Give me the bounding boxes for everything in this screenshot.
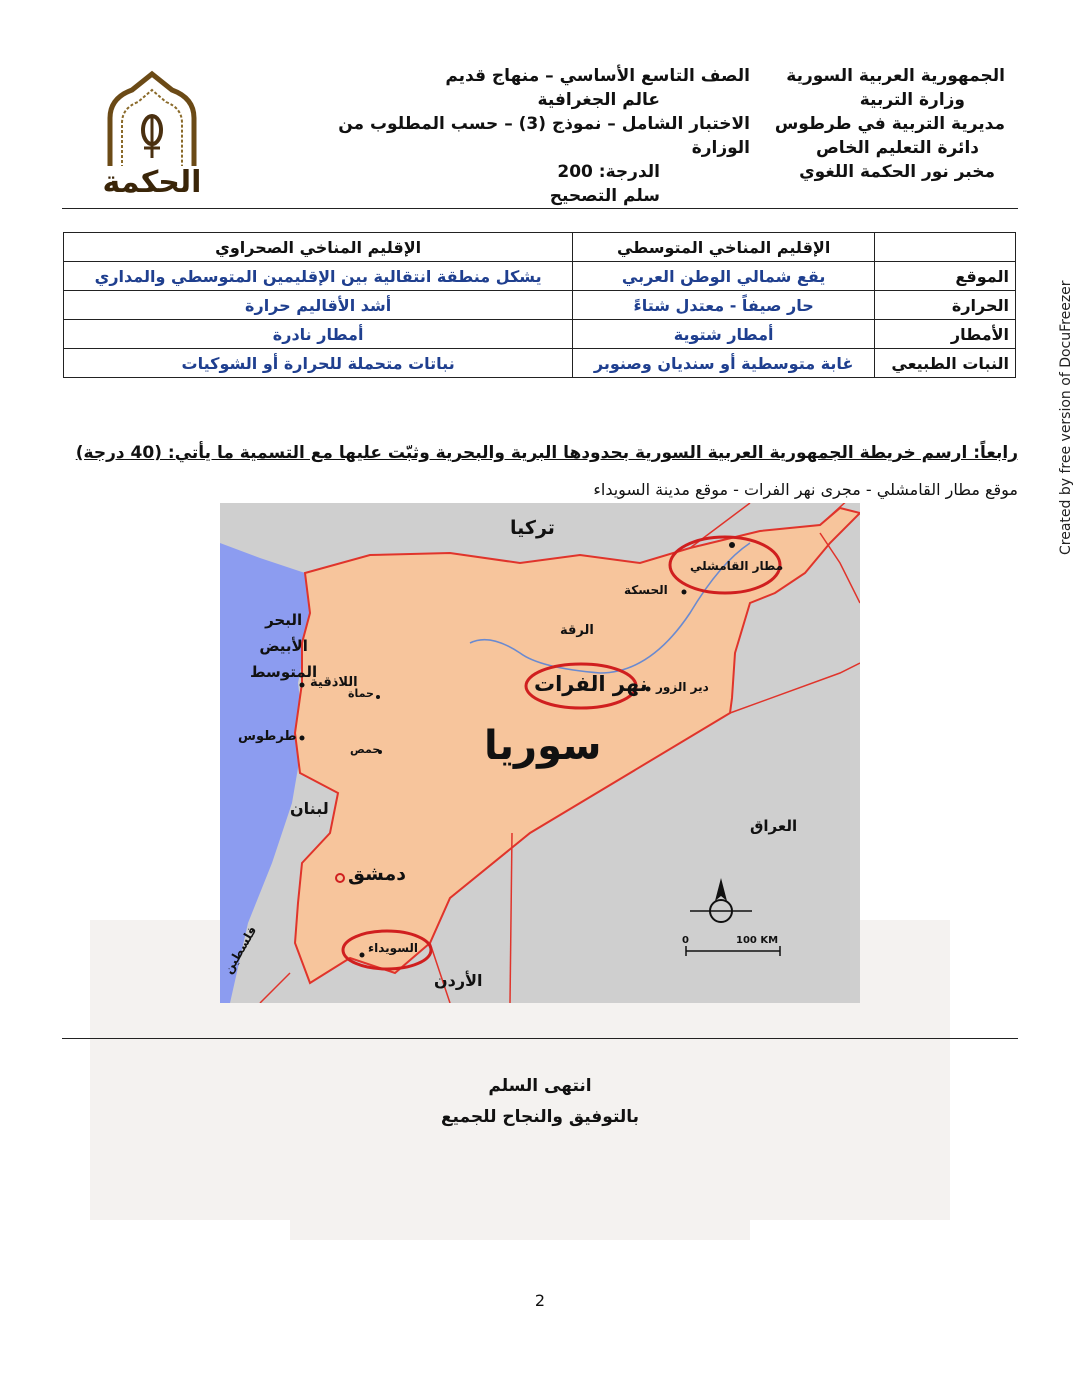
- climate-table: [63, 232, 1016, 378]
- header-divider: [62, 208, 1018, 209]
- label-turkey: تركيا: [510, 517, 555, 539]
- header-line: دائرة التعليم الخاص: [815, 138, 979, 158]
- row-label: الموقع: [875, 262, 1016, 291]
- table-row: [64, 349, 1016, 378]
- header-line: عالم الجغرافية: [537, 90, 660, 110]
- label-qamishli-airport: مطار القامشلي: [690, 559, 784, 573]
- column-header-desert: الإقليم المناخي الصحراوي: [64, 233, 573, 262]
- label-iraq: العراق: [750, 817, 798, 835]
- table-row: [64, 291, 1016, 320]
- sea-line: البحر: [265, 611, 303, 629]
- label-euphrates: نهر الفرات: [534, 672, 648, 696]
- label-homs: حمص: [350, 743, 381, 756]
- table-row: [64, 262, 1016, 291]
- table-cell: يقع شمالي الوطن العربي: [573, 262, 875, 291]
- header-line: وزارة التربية: [859, 90, 965, 110]
- header-exam-block: [310, 64, 750, 208]
- header-line: سلم التصحيح: [549, 186, 660, 206]
- label-scale-zero: 0: [682, 935, 689, 946]
- table-cell: أمطار شتوية: [573, 320, 875, 349]
- table-cell: أشد الأقاليم حرارة: [64, 291, 573, 320]
- table-row: [64, 320, 1016, 349]
- footer-divider: [62, 1038, 1018, 1039]
- label-damascus: دمشق: [348, 863, 406, 885]
- header-ministry-block: [705, 64, 1005, 184]
- label-deir-ezzor: دير الزور: [656, 680, 709, 694]
- label-lebanon: لبنان: [290, 799, 329, 818]
- logo-text: الحكمة: [102, 165, 202, 198]
- label-hama: حماة: [348, 687, 374, 700]
- footer-wish-text: بالتوفيق والنجاح للجميع: [440, 1107, 640, 1127]
- table-cell: حار صيفاً - معتدل شتاءً: [573, 291, 875, 320]
- sweida-dot: [360, 953, 365, 958]
- qamishli-dot: [729, 542, 735, 548]
- label-syria: سوريا: [484, 723, 602, 769]
- label-sea: [250, 607, 317, 685]
- table-cell: يشكل منطقة انتقالية بين الإقليمين المتوسطي والمداري: [64, 262, 573, 291]
- label-hasakah: الحسكة: [624, 583, 668, 597]
- hama-dot: [376, 695, 380, 699]
- label-raqqa: الرقة: [560, 623, 594, 638]
- label-sweida: السويداء: [368, 941, 419, 955]
- column-header-mediterranean: الإقليم المناخي المتوسطي: [573, 233, 875, 262]
- header-line: الجمهورية العربية السورية: [786, 66, 1005, 86]
- table-cell: غابة متوسطية أو سنديان وصنوبر: [573, 349, 875, 378]
- label-scale-km: 100 KM: [736, 935, 779, 946]
- question-4-text: رابعاً: ارسم خريطة الجمهورية العربية السورية بحدودها البرية والبحرية وثبّت عليها مع التسمية ما يأتي: (40 درجة): [75, 443, 1018, 463]
- syria-map: [220, 503, 860, 1003]
- label-latakia: اللاذقية: [310, 675, 358, 690]
- table-cell: نباتات متحملة للحرارة أو الشوكيات: [64, 349, 573, 378]
- header-line: مخبر نور الحكمة اللغوي: [799, 162, 995, 182]
- alhikma-logo: [92, 68, 212, 198]
- row-label: الأمطار: [875, 320, 1016, 349]
- sea-line: المتوسط: [250, 663, 318, 681]
- table-header-row: [64, 233, 1016, 262]
- row-label: النبات الطبيعي: [875, 349, 1016, 378]
- question-4-subtext: موقع مطار القامشلي - مجرى نهر الفرات - موقع مدينة السويداء: [593, 480, 1018, 499]
- table-corner-cell: [875, 233, 1016, 262]
- row-label: الحرارة: [875, 291, 1016, 320]
- label-tartus: طرطوس: [238, 729, 297, 744]
- docufreezer-watermark-text: Created by free version of DocuFreezer: [1058, 280, 1074, 555]
- page-number: 2: [534, 1291, 546, 1310]
- footer-end-text: انتهى السلم: [488, 1076, 592, 1096]
- header-line: الدرجة: 200: [557, 162, 660, 182]
- header-line: الصف التاسع الأساسي – منهاج قديم: [445, 66, 750, 86]
- label-jordan: الأردن: [434, 971, 483, 990]
- tartus-dot: [300, 736, 305, 741]
- hasakah-dot: [682, 590, 687, 595]
- header-line: مديرية التربية في طرطوس: [774, 114, 1005, 134]
- header-line: الاختبار الشامل – نموذج (3) – حسب المطلوب من الوزارة: [338, 114, 750, 158]
- label-palestine: فلسطين: [221, 923, 260, 977]
- table-cell: أمطار نادرة: [64, 320, 573, 349]
- sea-line: الأبيض: [259, 637, 308, 655]
